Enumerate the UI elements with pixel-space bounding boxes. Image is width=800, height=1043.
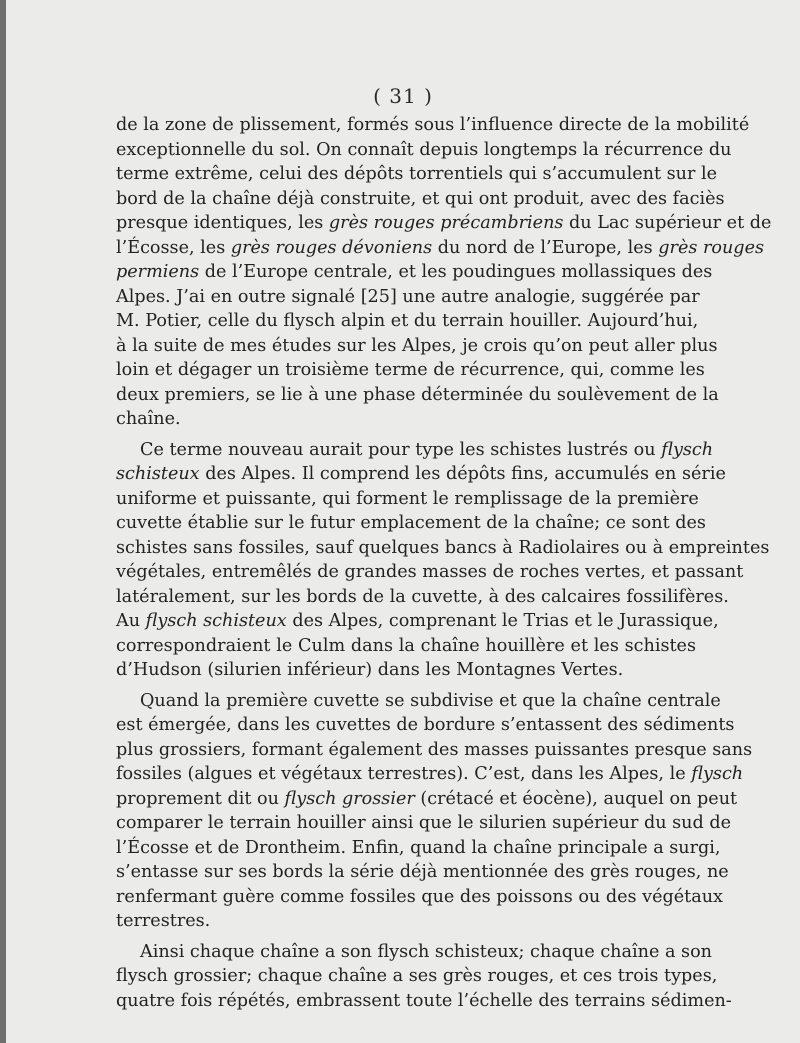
text-run: terme extrême, celui des dépôts torrentiels qui s’accumulent sur le: [116, 164, 718, 184]
text-line: [116, 487, 699, 512]
text-run: d’Hudson (silurien inférieur) dans les Montagnes Vertes.: [116, 660, 624, 680]
text-line: [116, 940, 712, 965]
text-line: [116, 536, 770, 561]
text-line: [116, 138, 732, 163]
italic-term: grès rouges: [658, 237, 765, 258]
text-run: Alpes. J’ai en outre signalé [25] une autre analogie, suggérée par: [116, 286, 700, 307]
text-line: [116, 738, 753, 763]
text-line: [116, 260, 713, 285]
text-run: renfermant guère comme fossiles que des poissons ou des végétaux: [116, 886, 723, 907]
text-run: de la zone de plissement, formés sous l’influence directe de la mobilité: [116, 115, 750, 135]
text-run: fossiles (algues et végétaux terrestres). C’est, dans les Alpes, le: [116, 764, 692, 784]
text-run: schistes sans fossiles, sauf quelques bancs à Radiolaires ou à empreintes: [116, 537, 770, 558]
text-line: [116, 462, 726, 487]
text-line: [116, 885, 723, 910]
text-run: bord de la chaîne déjà construite, et qui ont produit, avec des faciès: [116, 188, 725, 209]
text-run: à la suite de mes études sur les Alpes, je crois qu’on peut aller plus: [116, 335, 718, 356]
text-run: est émergée, dans les cuvettes de bordure s’entassent des sédiments: [116, 715, 735, 735]
text-run: correspondraient le Culm dans la chaîne houillère et les schistes: [116, 635, 696, 656]
italic-term: flysch schisteux: [145, 611, 287, 631]
text-line: [116, 113, 750, 138]
text-line: [116, 658, 696, 683]
text-run: des Alpes, comprenant le Trias et le Jurassique,: [286, 611, 719, 631]
text-run: comparer le terrain houiller ainsi que le silurien supérieur du sud de: [116, 813, 732, 833]
text-line: [116, 989, 732, 1014]
book-page: [6, 0, 800, 1043]
text-line: [116, 309, 699, 334]
text-run: chaîne.: [116, 409, 181, 429]
paragraph: [116, 689, 753, 934]
text-run: Ce terme nouveau aurait pour type les schistes lustrés ou: [140, 439, 662, 460]
page-number: ( 31 ): [373, 84, 433, 108]
text-run: cuvette établie sur le futur emplacement de la chaîne; ce sont des: [116, 513, 706, 533]
text-line: [116, 609, 719, 634]
text-run: flysch grossier; chaque chaîne a ses grès rouges, et ces trois types,: [116, 966, 718, 986]
text-run: latéralement, sur les bords de la cuvette, à des calcaires fossilifères.: [116, 586, 729, 607]
text-run: s’entasse sur ses bords la série déjà mentionnée des grès rouges, ne: [116, 862, 729, 882]
text-line: [116, 713, 735, 738]
text-run: de l’Europe centrale, et les poudingues mollassiques des: [199, 262, 713, 282]
paragraph: [116, 940, 732, 1014]
text-run: Quand la première cuvette se subdivise et que la chaîne centrale: [140, 690, 721, 711]
italic-term: flysch: [691, 764, 744, 784]
text-run: presque identiques, les: [116, 213, 329, 233]
italic-term: flysch: [661, 439, 714, 460]
text-line: [116, 964, 718, 989]
text-line: [116, 811, 732, 836]
text-run: loin et dégager un troisième terme de récurrence, qui, comme les: [116, 360, 705, 380]
text-line: [116, 511, 706, 536]
italic-term: flysch grossier: [284, 788, 415, 809]
text-line: [116, 383, 719, 408]
text-line: [116, 407, 696, 432]
text-run: deux premiers, se lie à une phase déterminée du soulèvement de la: [116, 384, 719, 405]
text-line: [116, 787, 738, 812]
text-line: [116, 438, 714, 463]
text-run: l’Écosse, les: [116, 237, 231, 258]
text-line: [116, 762, 744, 787]
text-line: [116, 211, 772, 236]
text-line: [116, 334, 718, 359]
text-line: [116, 187, 725, 212]
text-run: Ainsi chaque chaîne a son flysch schisteux; chaque chaîne a son: [140, 941, 712, 962]
italic-term: grès rouges dévoniens: [230, 237, 433, 258]
text-run: M. Potier, celle du flysch alpin et du terrain houiller. Aujourd’hui,: [116, 311, 699, 331]
text-line: [116, 836, 721, 861]
text-run: exceptionnelle du sol. On connaît depuis longtemps la récurrence du: [116, 139, 732, 160]
italic-term: grès rouges précambriens: [328, 213, 564, 233]
text-line: [116, 689, 721, 714]
text-run: proprement dit ou: [116, 788, 285, 809]
text-run: Au: [116, 611, 146, 631]
italic-term: permiens: [116, 262, 200, 282]
text-line: [116, 585, 729, 610]
text-run: terrestres.: [116, 911, 211, 931]
text-line: [116, 560, 744, 585]
text-line: [116, 634, 696, 659]
text-run: du nord de l’Europe, les: [432, 237, 659, 258]
text-run: uniforme et puissante, qui forment le remplissage de la première: [116, 488, 699, 509]
italic-term: schisteux: [116, 464, 200, 484]
paragraph: [116, 438, 770, 683]
text-line: [116, 358, 705, 383]
text-run: plus grossiers, formant également des masses puissantes presque sans: [116, 739, 753, 760]
text-run: du Lac supérieur et de: [563, 213, 772, 233]
text-run: l’Écosse et de Drontheim. Enfin, quand la chaîne principale a surgi,: [116, 837, 721, 858]
body-text: [116, 113, 772, 1019]
text-line: [116, 236, 765, 261]
text-line: [116, 162, 718, 187]
text-line: [116, 285, 700, 310]
text-line: [116, 909, 696, 934]
text-line: [116, 860, 729, 885]
text-run: quatre fois répétés, embrassent toute l’échelle des terrains sédimen-: [116, 990, 732, 1011]
text-run: des Alpes. Il comprend les dépôts fins, accumulés en série: [199, 464, 726, 484]
text-run: végétales, entremêlés de grandes masses de roches vertes, et passant: [116, 562, 744, 582]
paragraph: [116, 113, 772, 432]
text-run: (crétacé et éocène), auquel on peut: [414, 788, 738, 809]
